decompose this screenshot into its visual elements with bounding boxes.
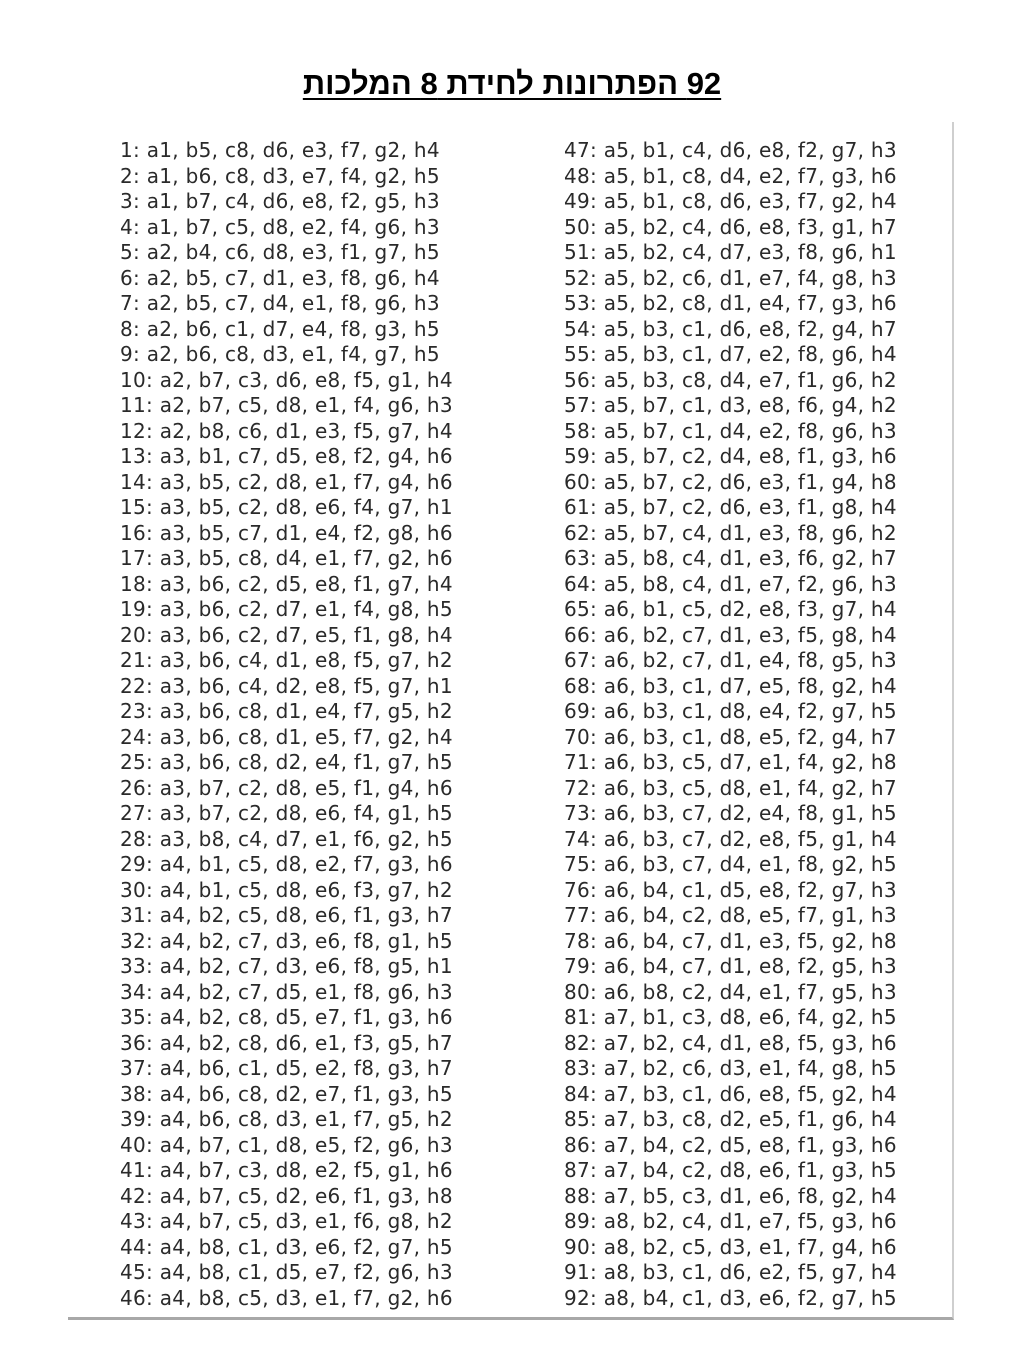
solution-row: 90: a8, b2, c5, d3, e1, f7, g4, h6 xyxy=(564,1234,897,1259)
solution-row: 63: a5, b8, c4, d1, e3, f6, g2, h7 xyxy=(564,546,897,570)
solution-row: 51: a5, b2, c4, d7, e3, f8, g6, h1 xyxy=(564,240,897,264)
solution-row: 7: a2, b5, c7, d4, e1, f8, g6, h3 xyxy=(120,291,440,315)
solution-row: 74: a6, b3, c7, d2, e8, f5, g1, h4 xyxy=(564,826,897,851)
page-title xyxy=(0,62,1024,106)
solution-row: 56: a5, b3, c8, d4, e7, f1, g6, h2 xyxy=(564,367,897,392)
solution-row: 21: a3, b6, c4, d1, e8, f5, g7, h2 xyxy=(120,648,453,672)
solution-row: 69: a6, b3, c1, d8, e4, f2, g7, h5 xyxy=(564,699,897,723)
solution-row: 76: a6, b4, c1, d5, e8, f2, g7, h3 xyxy=(564,877,897,902)
solution-row: 61: a5, b7, c2, d6, e3, f1, g8, h4 xyxy=(564,495,897,519)
solution-row: 58: a5, b7, c1, d4, e2, f8, g6, h3 xyxy=(564,418,897,443)
solution-row: 66: a6, b2, c7, d1, e3, f5, g8, h4 xyxy=(564,622,897,647)
solution-row: 16: a3, b5, c7, d1, e4, f2, g8, h6 xyxy=(120,520,453,545)
solution-row: 44: a4, b8, c1, d3, e6, f2, g7, h5 xyxy=(120,1234,453,1259)
solution-row: 27: a3, b7, c2, d8, e6, f4, g1, h5 xyxy=(120,801,453,825)
solution-row: 24: a3, b6, c8, d1, e5, f7, g2, h4 xyxy=(120,724,453,749)
solution-row: 86: a7, b4, c2, d5, e8, f1, g3, h6 xyxy=(564,1132,897,1157)
solution-row: 8: a2, b6, c1, d7, e4, f8, g3, h5 xyxy=(120,316,440,341)
solution-row: 10: a2, b7, c3, d6, e8, f5, g1, h4 xyxy=(120,367,453,392)
solution-row: 12: a2, b8, c6, d1, e3, f5, g7, h4 xyxy=(120,418,453,443)
solution-row: 43: a4, b7, c5, d3, e1, f6, g8, h2 xyxy=(120,1209,453,1233)
solution-row: 64: a5, b8, c4, d1, e7, f2, g6, h3 xyxy=(564,571,897,596)
solution-row: 45: a4, b8, c1, d5, e7, f2, g6, h3 xyxy=(120,1260,453,1284)
solution-row: 41: a4, b7, c3, d8, e2, f5, g1, h6 xyxy=(120,1158,453,1182)
solution-row: 79: a6, b4, c7, d1, e8, f2, g5, h3 xyxy=(564,954,897,978)
solution-row: 91: a8, b3, c1, d6, e2, f5, g7, h4 xyxy=(564,1260,897,1284)
solution-row: 5: a2, b4, c6, d8, e3, f1, g7, h5 xyxy=(120,240,440,264)
solution-row: 62: a5, b7, c4, d1, e3, f8, g6, h2 xyxy=(564,520,897,545)
solution-row: 85: a7, b3, c8, d2, e5, f1, g6, h4 xyxy=(564,1107,897,1131)
solution-row: 81: a7, b1, c3, d8, e6, f4, g2, h5 xyxy=(564,1005,897,1029)
solution-row: 75: a6, b3, c7, d4, e1, f8, g2, h5 xyxy=(564,852,897,876)
solution-row: 2: a1, b6, c8, d3, e7, f4, g2, h5 xyxy=(120,163,440,188)
solution-row: 68: a6, b3, c1, d7, e5, f8, g2, h4 xyxy=(564,673,897,698)
solution-row: 59: a5, b7, c2, d4, e8, f1, g3, h6 xyxy=(564,444,897,468)
solution-row: 48: a5, b1, c8, d4, e2, f7, g3, h6 xyxy=(564,163,897,188)
solution-row: 17: a3, b5, c8, d4, e1, f7, g2, h6 xyxy=(120,546,453,570)
solution-row: 25: a3, b6, c8, d2, e4, f1, g7, h5 xyxy=(120,750,453,774)
solution-row: 9: a2, b6, c8, d3, e1, f4, g7, h5 xyxy=(120,342,440,366)
solution-row: 40: a4, b7, c1, d8, e5, f2, g6, h3 xyxy=(120,1132,453,1157)
solution-row: 20: a3, b6, c2, d7, e5, f1, g8, h4 xyxy=(120,622,453,647)
solution-row: 54: a5, b3, c1, d6, e8, f2, g4, h7 xyxy=(564,316,897,341)
solution-row: 19: a3, b6, c2, d7, e1, f4, g8, h5 xyxy=(120,597,453,621)
solution-row: 89: a8, b2, c4, d1, e7, f5, g3, h6 xyxy=(564,1209,897,1233)
solution-row: 70: a6, b3, c1, d8, e5, f2, g4, h7 xyxy=(564,724,897,749)
solution-row: 84: a7, b3, c1, d6, e8, f5, g2, h4 xyxy=(564,1081,897,1106)
solution-row: 47: a5, b1, c4, d6, e8, f2, g7, h3 xyxy=(564,138,897,162)
solution-row: 60: a5, b7, c2, d6, e3, f1, g4, h8 xyxy=(564,469,897,494)
solution-row: 4: a1, b7, c5, d8, e2, f4, g6, h3 xyxy=(120,214,440,239)
solution-row: 28: a3, b8, c4, d7, e1, f6, g2, h5 xyxy=(120,826,453,851)
solution-row: 3: a1, b7, c4, d6, e8, f2, g5, h3 xyxy=(120,189,440,213)
solution-row: 83: a7, b2, c6, d3, e1, f4, g8, h5 xyxy=(564,1056,897,1080)
solution-row: 71: a6, b3, c5, d7, e1, f4, g2, h8 xyxy=(564,750,897,774)
solution-row: 67: a6, b2, c7, d1, e4, f8, g5, h3 xyxy=(564,648,897,672)
solution-row: 46: a4, b8, c5, d3, e1, f7, g2, h6 xyxy=(120,1285,453,1310)
solution-row: 34: a4, b2, c7, d5, e1, f8, g6, h3 xyxy=(120,979,453,1004)
solution-row: 1: a1, b5, c8, d6, e3, f7, g2, h4 xyxy=(120,138,440,162)
solution-row: 13: a3, b1, c7, d5, e8, f2, g4, h6 xyxy=(120,444,453,468)
solution-row: 11: a2, b7, c5, d8, e1, f4, g6, h3 xyxy=(120,393,453,417)
solution-row: 78: a6, b4, c7, d1, e3, f5, g2, h8 xyxy=(564,928,897,953)
solution-row: 39: a4, b6, c8, d3, e1, f7, g5, h2 xyxy=(120,1107,453,1131)
solution-row: 88: a7, b5, c3, d1, e6, f8, g2, h4 xyxy=(564,1183,897,1208)
solutions-panel xyxy=(68,122,954,1320)
solution-row: 18: a3, b6, c2, d5, e8, f1, g7, h4 xyxy=(120,571,453,596)
solution-row: 36: a4, b2, c8, d6, e1, f3, g5, h7 xyxy=(120,1030,453,1055)
solution-row: 38: a4, b6, c8, d2, e7, f1, g3, h5 xyxy=(120,1081,453,1106)
solution-row: 92: a8, b4, c1, d3, e6, f2, g7, h5 xyxy=(564,1285,897,1310)
solution-row: 50: a5, b2, c4, d6, e8, f3, g1, h7 xyxy=(564,214,897,239)
solution-row: 33: a4, b2, c7, d3, e6, f8, g5, h1 xyxy=(120,954,453,978)
solution-row: 6: a2, b5, c7, d1, e3, f8, g6, h4 xyxy=(120,265,440,290)
solution-row: 14: a3, b5, c2, d8, e1, f7, g4, h6 xyxy=(120,469,453,494)
solutions-column-left xyxy=(120,138,453,1311)
solution-row: 23: a3, b6, c8, d1, e4, f7, g5, h2 xyxy=(120,699,453,723)
solution-row: 32: a4, b2, c7, d3, e6, f8, g1, h5 xyxy=(120,928,453,953)
solution-row: 35: a4, b2, c8, d5, e7, f1, g3, h6 xyxy=(120,1005,453,1029)
solution-row: 26: a3, b7, c2, d8, e5, f1, g4, h6 xyxy=(120,775,453,800)
solution-row: 55: a5, b3, c1, d7, e2, f8, g6, h4 xyxy=(564,342,897,366)
solution-row: 57: a5, b7, c1, d3, e8, f6, g4, h2 xyxy=(564,393,897,417)
solution-row: 49: a5, b1, c8, d6, e3, f7, g2, h4 xyxy=(564,189,897,213)
solution-row: 15: a3, b5, c2, d8, e6, f4, g7, h1 xyxy=(120,495,453,519)
solution-row: 52: a5, b2, c6, d1, e7, f4, g8, h3 xyxy=(564,265,897,290)
solution-row: 30: a4, b1, c5, d8, e6, f3, g7, h2 xyxy=(120,877,453,902)
solution-row: 87: a7, b4, c2, d8, e6, f1, g3, h5 xyxy=(564,1158,897,1182)
solution-row: 82: a7, b2, c4, d1, e8, f5, g3, h6 xyxy=(564,1030,897,1055)
solution-row: 42: a4, b7, c5, d2, e6, f1, g3, h8 xyxy=(120,1183,453,1208)
solution-row: 31: a4, b2, c5, d8, e6, f1, g3, h7 xyxy=(120,903,453,927)
solution-row: 72: a6, b3, c5, d8, e1, f4, g2, h7 xyxy=(564,775,897,800)
page-title-text: 92 הפתרונות לחידת 8 המלכות xyxy=(302,66,722,101)
solution-row: 65: a6, b1, c5, d2, e8, f3, g7, h4 xyxy=(564,597,897,621)
solution-row: 80: a6, b8, c2, d4, e1, f7, g5, h3 xyxy=(564,979,897,1004)
solutions-column-right xyxy=(564,138,897,1311)
solution-row: 22: a3, b6, c4, d2, e8, f5, g7, h1 xyxy=(120,673,453,698)
solution-row: 29: a4, b1, c5, d8, e2, f7, g3, h6 xyxy=(120,852,453,876)
solution-row: 37: a4, b6, c1, d5, e2, f8, g3, h7 xyxy=(120,1056,453,1080)
solution-row: 73: a6, b3, c7, d2, e4, f8, g1, h5 xyxy=(564,801,897,825)
solution-row: 53: a5, b2, c8, d1, e4, f7, g3, h6 xyxy=(564,291,897,315)
solution-row: 77: a6, b4, c2, d8, e5, f7, g1, h3 xyxy=(564,903,897,927)
